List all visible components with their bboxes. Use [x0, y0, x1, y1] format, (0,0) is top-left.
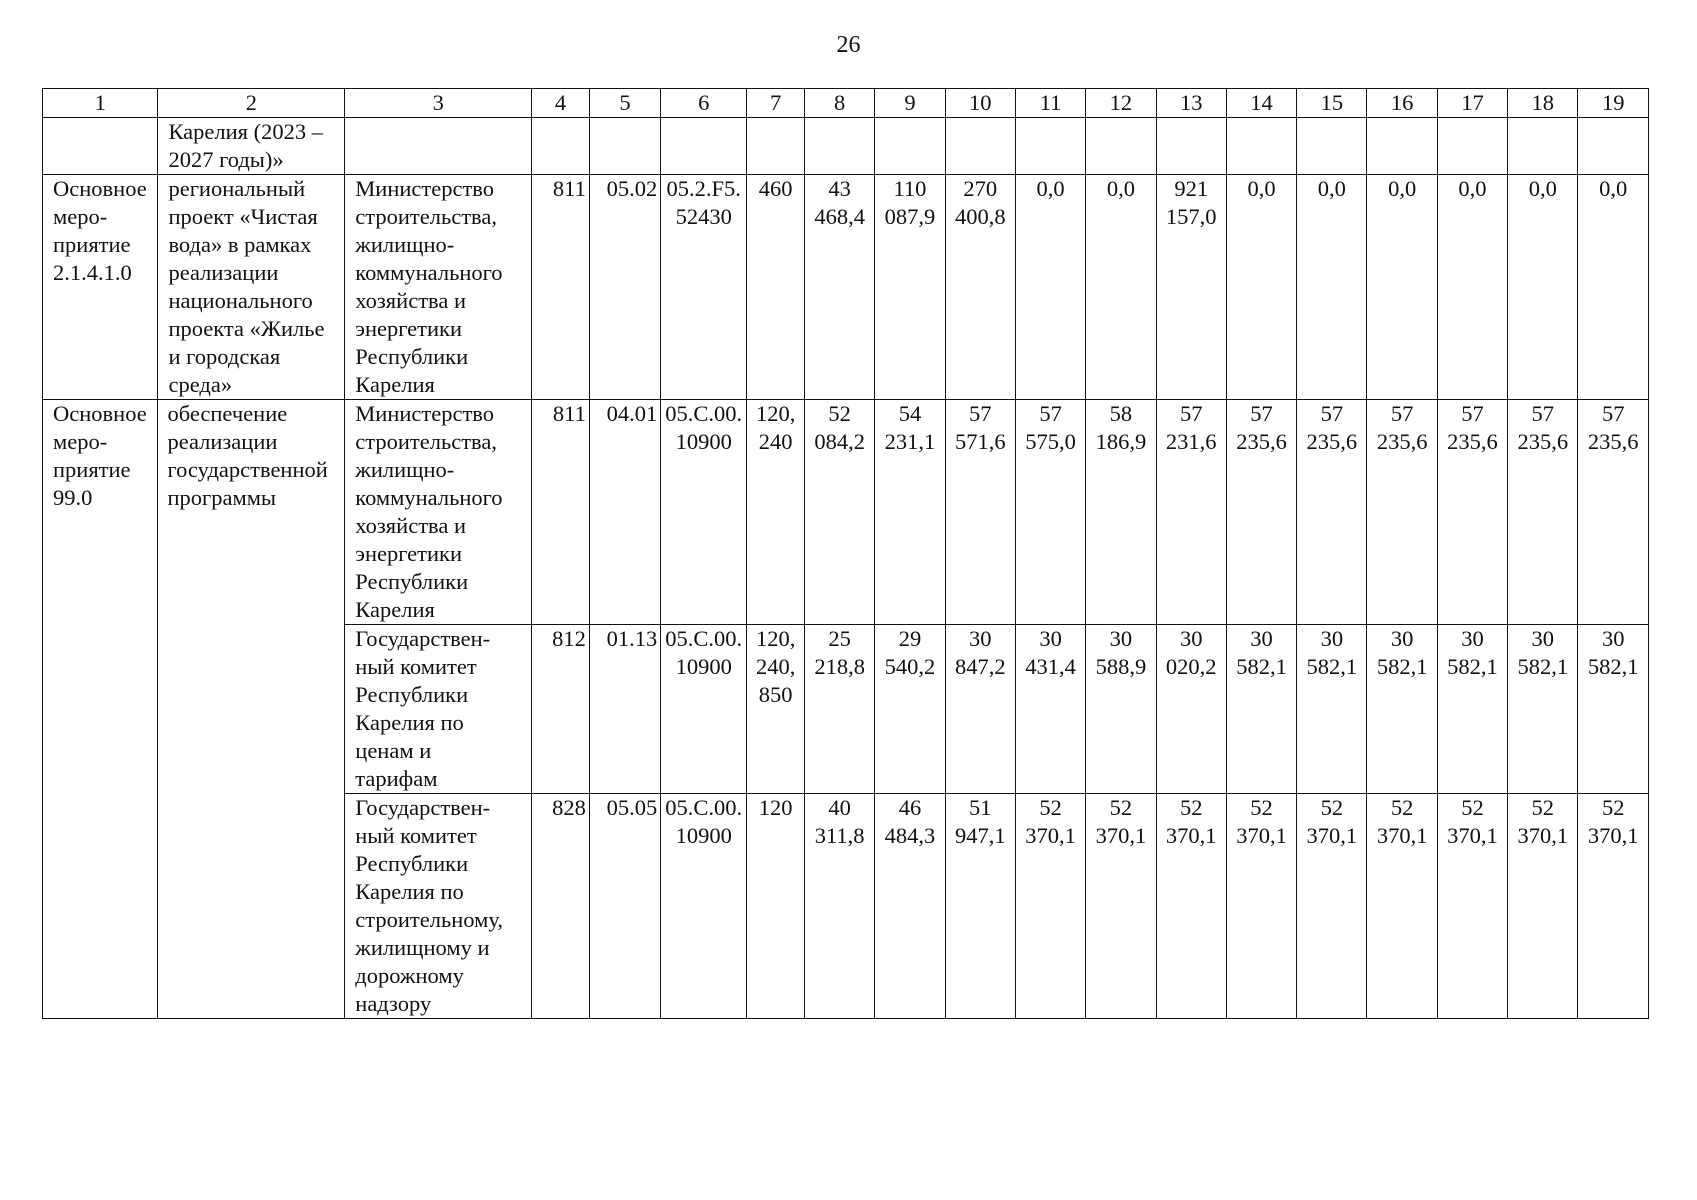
value-cell: 57 235,6 — [1226, 400, 1296, 625]
column-number: 11 — [1015, 89, 1085, 118]
value-cell: 57 235,6 — [1437, 400, 1507, 625]
value-cell: 57 235,6 — [1508, 400, 1578, 625]
executor-cell: Государствен- ный комитет Республики Карелия по ценам и тарифам — [345, 625, 532, 794]
activity-cell: Основное меро- приятие 2.1.4.1.0 — [43, 175, 158, 400]
value-cell: 0,0 — [1367, 175, 1437, 400]
value-cell: 0,0 — [1578, 175, 1649, 400]
expense-type-cell: 120, 240 — [747, 400, 805, 625]
value-cell: 30 588,9 — [1086, 625, 1156, 794]
value-cell: 110 087,9 — [875, 175, 945, 400]
column-number: 9 — [875, 89, 945, 118]
activity-cell — [43, 118, 158, 175]
grbs-code-cell: 812 — [532, 625, 590, 794]
value-cell: 58 186,9 — [1086, 400, 1156, 625]
value-cell: 52 370,1 — [1367, 794, 1437, 1019]
column-number: 5 — [589, 89, 660, 118]
executor-cell: Министерство строительства, жилищно- коммунального хозяйства и энергетики Республики Карелия — [345, 175, 532, 400]
budget-table — [42, 88, 1649, 1019]
value-cell: 270 400,8 — [945, 175, 1015, 400]
value-cell: 30 582,1 — [1437, 625, 1507, 794]
value-cell: 57 235,6 — [1367, 400, 1437, 625]
value-cell: 30 847,2 — [945, 625, 1015, 794]
column-number: 19 — [1578, 89, 1649, 118]
value-cell: 0,0 — [1015, 175, 1085, 400]
executor-cell — [345, 118, 532, 175]
table-row — [43, 118, 1649, 175]
column-number: 2 — [158, 89, 345, 118]
column-number: 1 — [43, 89, 158, 118]
expense-type-cell: 460 — [747, 175, 805, 400]
program-name-cell: региональный проект «Чистая вода» в рамках реализации национального проекта «Жилье и городская среда» — [158, 175, 345, 400]
value-cell: 43 468,4 — [804, 175, 874, 400]
table-row — [43, 175, 1649, 400]
value-cell: 46 484,3 — [875, 794, 945, 1019]
column-number: 4 — [532, 89, 590, 118]
value-cell: 25 218,8 — [804, 625, 874, 794]
value-cell: 30 431,4 — [1015, 625, 1085, 794]
value-cell: 52 084,2 — [804, 400, 874, 625]
value-cell: 0,0 — [1437, 175, 1507, 400]
column-number-row — [43, 89, 1649, 118]
grbs-code-cell: 811 — [532, 175, 590, 400]
column-number: 17 — [1437, 89, 1507, 118]
section-code-cell: 05.02 — [589, 175, 660, 400]
value-cell: 57 571,6 — [945, 400, 1015, 625]
column-number: 10 — [945, 89, 1015, 118]
value-cell: 57 231,6 — [1156, 400, 1226, 625]
page-number: 26 — [836, 32, 861, 58]
program-name-cell: обеспечение реализации государственной программы — [158, 400, 345, 1019]
value-cell: 0,0 — [1508, 175, 1578, 400]
expense-type-cell: 120 — [747, 794, 805, 1019]
program-name-cell: Карелия (2023 – 2027 годы)» — [158, 118, 345, 175]
target-article-cell: 05.С.00. 10900 — [661, 625, 747, 794]
value-cell: 52 370,1 — [1226, 794, 1296, 1019]
value-cell: 52 370,1 — [1297, 794, 1367, 1019]
value-cell: 0,0 — [1226, 175, 1296, 400]
column-number: 18 — [1508, 89, 1578, 118]
executor-cell: Государствен- ный комитет Республики Карелия по строительному, жилищному и дорожному надзору — [345, 794, 532, 1019]
value-cell: 57 235,6 — [1578, 400, 1649, 625]
table-row — [43, 400, 1649, 625]
column-number: 7 — [747, 89, 805, 118]
value-cell: 52 370,1 — [1015, 794, 1085, 1019]
value-cell: 921 157,0 — [1156, 175, 1226, 400]
value-cell: 57 575,0 — [1015, 400, 1085, 625]
target-article-cell: 05.2.F5. 52430 — [661, 175, 747, 400]
value-cell: 52 370,1 — [1156, 794, 1226, 1019]
column-number: 14 — [1226, 89, 1296, 118]
target-article-cell: 05.С.00. 10900 — [661, 794, 747, 1019]
grbs-code-cell: 811 — [532, 400, 590, 625]
value-cell: 57 235,6 — [1297, 400, 1367, 625]
section-code-cell: 05.05 — [589, 794, 660, 1019]
column-number: 16 — [1367, 89, 1437, 118]
activity-cell: Основное меро- приятие 99.0 — [43, 400, 158, 1019]
section-code-cell: 01.13 — [589, 625, 660, 794]
value-cell: 0,0 — [1297, 175, 1367, 400]
value-cell: 52 370,1 — [1508, 794, 1578, 1019]
value-cell: 52 370,1 — [1578, 794, 1649, 1019]
value-cell: 30 582,1 — [1367, 625, 1437, 794]
target-article-cell: 05.С.00. 10900 — [661, 400, 747, 625]
column-number: 15 — [1297, 89, 1367, 118]
column-number: 6 — [661, 89, 747, 118]
column-number: 3 — [345, 89, 532, 118]
grbs-code-cell: 828 — [532, 794, 590, 1019]
value-cell: 54 231,1 — [875, 400, 945, 625]
value-cell: 30 582,1 — [1226, 625, 1296, 794]
column-number: 12 — [1086, 89, 1156, 118]
value-cell: 30 582,1 — [1297, 625, 1367, 794]
executor-cell: Министерство строительства, жилищно- коммунального хозяйства и энергетики Республики Карелия — [345, 400, 532, 625]
column-number: 8 — [804, 89, 874, 118]
value-cell: 30 020,2 — [1156, 625, 1226, 794]
expense-type-cell: 120, 240, 850 — [747, 625, 805, 794]
value-cell: 30 582,1 — [1508, 625, 1578, 794]
value-cell: 51 947,1 — [945, 794, 1015, 1019]
value-cell: 52 370,1 — [1086, 794, 1156, 1019]
section-code-cell: 04.01 — [589, 400, 660, 625]
value-cell: 40 311,8 — [804, 794, 874, 1019]
value-cell: 30 582,1 — [1578, 625, 1649, 794]
value-cell: 0,0 — [1086, 175, 1156, 400]
column-number: 13 — [1156, 89, 1226, 118]
value-cell: 29 540,2 — [875, 625, 945, 794]
value-cell: 52 370,1 — [1437, 794, 1507, 1019]
